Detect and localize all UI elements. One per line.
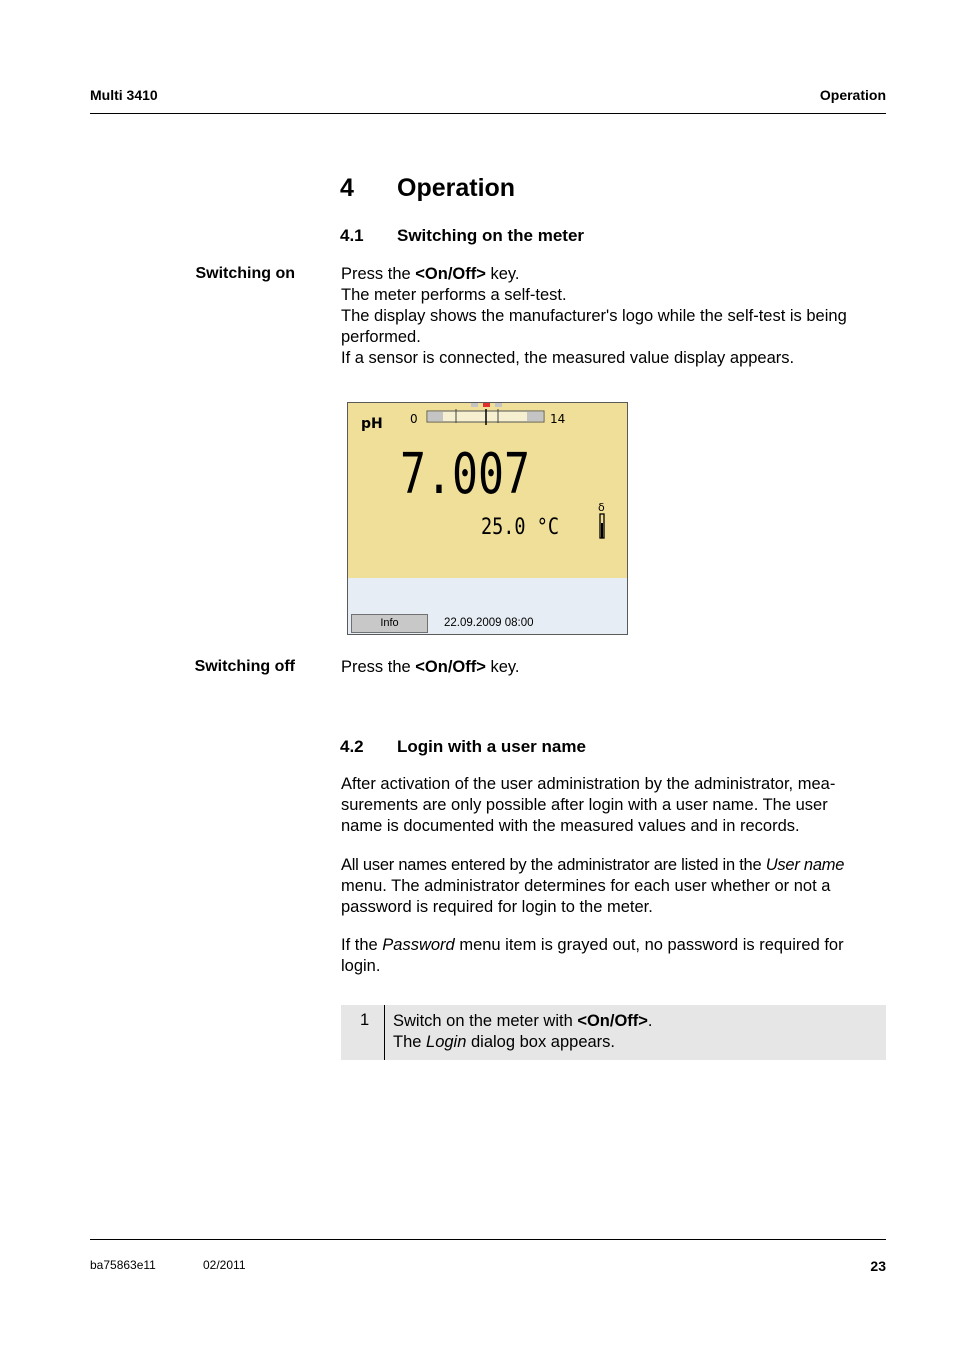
page-number: 23 [870,1258,886,1274]
switching-on-text [341,264,887,369]
text-line: The Login dialog box appears. [393,1033,616,1051]
text-line: The display shows the manufacturer's logo while the self-test is being [341,307,847,325]
scale-max-label: 14 [550,412,566,426]
switching-off-text [341,657,887,678]
text-line: menu. The administrator determines for each user whether or not a [341,877,831,895]
text-line: After activation of the user administration by the administrator, mea- [341,775,836,793]
text-line: All user names entered by the administrator are listed in the User name [341,856,845,874]
footer-date: 02/2011 [203,1258,246,1272]
login-paragraph-2 [341,855,887,918]
chapter-number: 4 [340,174,354,202]
side-label-switching-on: Switching on [195,265,295,282]
side-label-switching-off: Switching off [194,658,295,675]
login-paragraph-1 [341,774,887,837]
step-text [393,1011,653,1053]
step-number: 1 [360,1011,370,1029]
info-button: Info [351,614,428,633]
step-number-cell [341,1005,385,1060]
section-title: Switching on the meter [397,226,585,245]
section-title: Login with a user name [397,737,586,756]
scale-marker-right [495,403,502,407]
scale-min-label: 0 [410,412,418,426]
text-line: Press the <On/Off> key. [341,658,520,676]
meter-screen [348,403,628,579]
header-product: Multi 3410 [90,87,158,103]
text-line: Switch on the meter with <On/Off>. [393,1012,653,1030]
login-paragraph-3 [341,935,887,977]
measured-value: 7.007 [400,442,530,507]
chapter-title: Operation [397,174,516,202]
step-table [341,1005,886,1060]
thermometer-icon [598,501,605,538]
text-line: name is documented with the measured values and in records. [341,817,800,835]
scale-marker-center [483,403,490,407]
scale-segment-left [428,412,443,421]
text-line: The meter performs a self-test. [341,286,567,304]
meter-display [347,402,628,635]
svg-text:δ: δ [598,501,605,514]
footer-doc-id: ba75863e11 [90,1258,156,1272]
scale-marker-left [471,403,478,407]
text-line: surements are only possible after login with a user name. The user [341,796,828,814]
footer-rule [90,1239,886,1240]
text-line: password is required for login to the meter. [341,898,653,916]
scale-segment-right [527,412,543,421]
text-line: If the Password menu item is grayed out, no password is required for [341,936,844,954]
text-line: If a sensor is connected, the measured value display appears. [341,349,795,367]
text-line: performed. [341,328,421,346]
header-rule [90,113,886,114]
text-line: Press the <On/Off> key. [341,265,520,283]
section-number: 4.2 [340,737,364,756]
temperature-value: 25.0 °C [481,515,559,540]
parameter-label: pH [361,416,383,432]
text-line: login. [341,957,381,975]
header-section: Operation [819,87,886,103]
section-number: 4.1 [340,226,364,245]
datetime-label: 22.09.2009 08:00 [444,617,534,629]
